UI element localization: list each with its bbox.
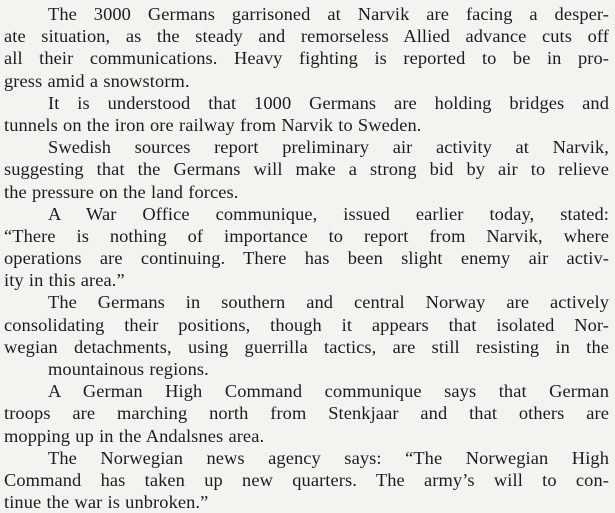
- text-line: The Norwegian news agency says: “The Norwegian High: [48, 447, 609, 468]
- text-line: A War Office communique, issued earlier today, stated:: [48, 203, 609, 224]
- text-line: mopping up in the Andalsnes area.: [4, 425, 265, 446]
- paragraph-narvik-garrison: [4, 3, 609, 92]
- text-line: gress amid a snowstorm.: [4, 70, 190, 91]
- text-line: wegian detachments, using guerrilla tactics, are still resisting in the: [4, 336, 609, 357]
- text-line: suggesting that the Germans will make a strong bid by air to relieve: [4, 159, 609, 180]
- paragraph-war-office-communique: [4, 203, 609, 292]
- text-line: mountainous regions.: [48, 359, 209, 379]
- paragraph-german-high-command: [4, 380, 609, 447]
- text-line: the pressure on the land forces.: [4, 181, 239, 202]
- text-line: troops are marching north from Stenkjaar and that others are: [4, 403, 609, 424]
- paragraph-southern-central-norway: [4, 291, 609, 380]
- text-line: It is understood that 1000 Germans are holding bridges and: [48, 92, 609, 113]
- paragraph-swedish-sources: [4, 136, 609, 203]
- text-line: The 3000 Germans garrisoned at Narvik are facing a desper-: [48, 4, 609, 24]
- text-line: all their communications. Heavy fighting is reported to be in pro-: [4, 48, 609, 69]
- news-article: [4, 3, 609, 513]
- text-line: Swedish sources report preliminary air activity at Narvik,: [48, 137, 609, 158]
- text-line: ate situation, as the steady and remorseless Allied advance cuts off: [4, 26, 609, 47]
- text-line: operations are continuing. There has been slight enemy air activ-: [4, 248, 609, 269]
- text-line: The Germans in southern and central Norway are actively: [48, 292, 609, 313]
- text-line: A German High Command communique says that German: [48, 381, 609, 402]
- text-line: ity in this area.”: [4, 270, 125, 291]
- paragraph-bridges-tunnels: [4, 92, 609, 136]
- text-line: consolidating their positions, though it appears that isolated Nor-: [4, 314, 609, 335]
- text-line: “There is nothing of importance to report from Narvik, where: [4, 225, 609, 246]
- text-line: tunnels on the iron ore railway from Narvik to Sweden.: [4, 114, 422, 135]
- text-line: Command has taken up new quarters. The army’s will to con-: [4, 469, 609, 490]
- paragraph-norwegian-news-agency: [4, 447, 609, 513]
- text-line: tinue the war is unbroken.”: [4, 492, 209, 513]
